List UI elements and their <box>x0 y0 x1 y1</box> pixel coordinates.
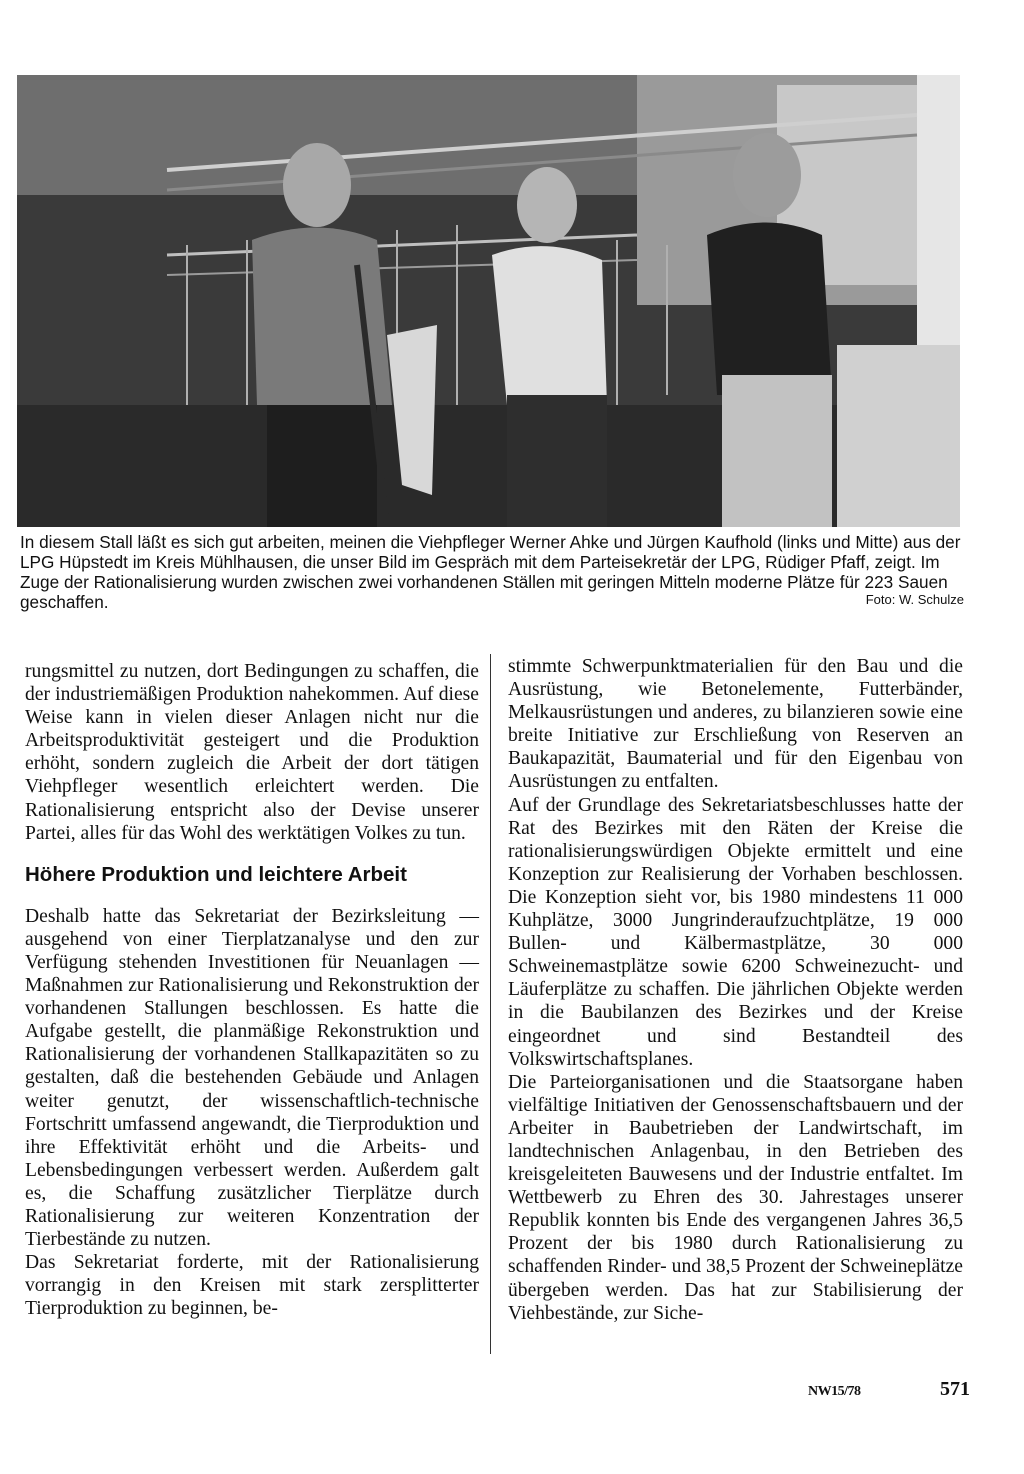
column-divider <box>490 654 491 1354</box>
photo-caption: In diesem Stall läßt es sich gut arbeiten, meinen die Viehpfleger Werner Ahke und Jürgen Kaufhold (links und Mitte) aus der LPG Hüpstedt im Kreis Mühlhausen, die unser Bild im Gespräch mit dem Parteisekretär der LPG, Rüdiger Pfaff, zeigt. Im Zuge der Rationalisierung wurden zwischen zwei vorhandenen Ställen mit geringen Mitteln moderne Plätze für 223 Sauen geschaffen. <box>20 532 961 612</box>
photo-viehpfleger-im-stall <box>17 75 960 527</box>
photo-credit: Foto: W. Schulze <box>865 592 964 607</box>
right-column <box>508 655 963 1325</box>
left-paragraph-2: Deshalb hatte das Sekretariat der Bezirksleitung — ausgehend von einer Tierplatzanalyse und den zur Verfügung stehenden Investitionen für Neuanlagen — Maßnahmen zur Rationalisierung und Rekonstruktion der vorhandenen Stallungen beschlossen. Es hatte die Aufgabe gestellt, die planmäßige Rekonstruktion und Rationalisierung der vorhandenen Stallkapazitäten so zu gestalten, daß die bestehenden Gebäude und Anlagen weiter genutzt, der wissenschaftlich-technische Fortschritt umfassend angewandt, die Tierproduktion und ihre Effektivität erhöht und die Arbeits- und Lebensbedingungen verbessert werden. Außerdem galt es, die Schaffung zusätzlicher Tierplätze durch Rationalisierung zur weiteren Konzentration der Tierbestände zu nutzen. <box>25 905 479 1251</box>
left-paragraph-3: Das Sekretariat forderte, mit der Rationalisierung vorrangig in den Kreisen mit stark zersplitterter Tierproduktion zu beginnen, be- <box>25 1252 479 1320</box>
right-paragraph-2: Auf der Grundlage des Sekretariatsbeschlusses hatte der Rat des Bezirkes mit den Räten der Kreise die rationalisierungswürdigen Objekte ermittelt und eine Konzeption zur Realisierung der Vorhaben beschlossen. Die Konzeption sieht vor, bis 1980 mindestens 11 000 Kuhplätze, 3000 Jungrinderaufzuchtplätze, 19 000 Bullen- und Kälbermastplätze, 30 000 Schweinemastplätze sowie 6200 Schweinezucht- und Läuferplätze zu schaffen. Die jährlichen Objekte werden in die Baubilanzen des Bezirkes und der Kreise eingeordnet und sind Bestandteil des Volkswirtschaftsplanes. <box>508 794 963 1070</box>
section-heading: Höhere Produktion und leichtere Arbeit <box>25 862 407 886</box>
right-paragraph-3: Die Parteiorganisationen und die Staatsorgane haben vielfältige Initiativen der Genossenschaftsbauern und der Arbeiter in Baubetrieben der Landwirtschaft, im landtechnischen Anlagenbau, in den Betrieben des kreisgeleiteten Bauwesens und der Industrie entfaltet. Im Wettbewerb zu Ehren des 30. Jahrestages unserer Republik konnten bis Ende des vergangenen Jahres 36,5 Prozent der bis 1980 durch Rationalisierung zu schaffenden Rinder- und 38,5 Prozent der Schweineplätze übergeben werden. Das hat zur Stabilisierung der Viehbestände, zur Siche- <box>508 1071 963 1324</box>
photo-illustration <box>17 75 960 527</box>
issue-number: NW15/78 <box>808 1384 861 1399</box>
left-paragraph-1: rungsmittel zu nutzen, dort Bedingungen zu schaffen, die der industriemäßigen Produktion nahekommen. Auf diese Weise kann in vielen dieser Anlagen nicht nur die Arbeitsproduktivität gesteigert und die Produktion erhöht, sondern zugleich die Arbeit der dort tätigen Viehpfleger wesentlich erleichtert werden. Die Rationalisierung entspricht also der Devise unserer Partei, alles für das Wohl des werktätigen Volkes zu tun. <box>25 661 479 844</box>
page-number: 571 <box>940 1378 970 1400</box>
left-column <box>25 660 479 1320</box>
right-paragraph-1: stimmte Schwerpunktmaterialien für den Bau und die Ausrüstung, wie Betonelemente, Futterbänder, Melkausrüstungen und anderes, zu bilanzieren sowie eine breite Initiative zur Erschließung von Reserven an Baukapazität, Baumaterial und für den Eigenbau von Ausrüstungen zu entfalten. <box>508 656 963 793</box>
